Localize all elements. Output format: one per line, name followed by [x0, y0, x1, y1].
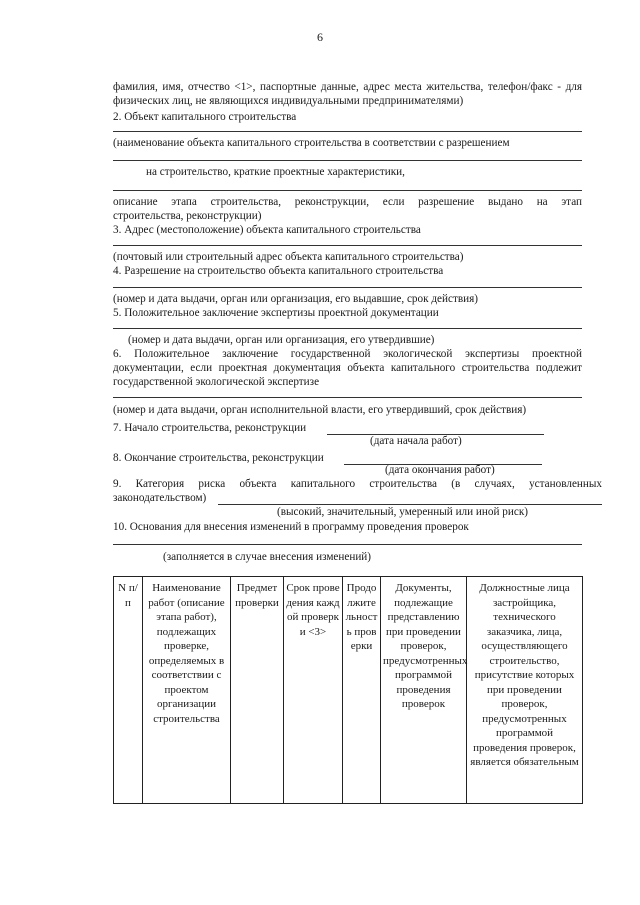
section-6-title-2: документации, если проектная документация объекта капитального строительства подлежит	[113, 362, 582, 374]
section-2-hint-4: строительства, реконструкции)	[113, 210, 262, 222]
fill-line	[113, 328, 582, 329]
section-8-title: 8. Окончание строительства, реконструкции	[113, 452, 324, 464]
table-header-cell: Наименование работ (описание этапа работ), подлежащих проверке, определяемых в соответствии с проектом организации строительства	[143, 577, 231, 804]
table-header-cell: Должностные лица застройщика, технического заказчика, лица, осуществляющего строительство, присутствие которых при проведении проверок, предусмотренных программой проведения проверок, является обязательным	[467, 577, 583, 804]
fill-line	[113, 160, 582, 161]
inspection-program-table	[113, 576, 583, 804]
section-6-title-3: государственной экологической экспертизе	[113, 376, 320, 388]
table-header-cell: N п/п	[114, 577, 143, 804]
fill-line	[113, 287, 582, 288]
table-header-row	[114, 577, 583, 804]
fill-line	[113, 245, 582, 246]
section-2-hint-3: описание этапа строительства, реконструкции, если разрешение выдано на этап	[113, 196, 582, 208]
table-header-cell: Срок проведения каждой проверки <3>	[284, 577, 343, 804]
section-10-title: 10. Основания для внесения изменений в программу проведения проверок	[113, 521, 469, 533]
section-10-hint: (заполняется в случае внесения изменений)	[163, 551, 372, 563]
section-2-hint-2: на строительство, краткие проектные характеристики,	[146, 166, 405, 178]
fill-line	[113, 397, 582, 398]
table-header-cell: Документы, подлежащие представлению при проведении проверок, предусмотренных программой проведения проверок	[381, 577, 467, 804]
section-3-title: 3. Адрес (местоположение) объекта капитального строительства	[113, 224, 421, 236]
section-2-hint-1: (наименование объекта капитального строительства в соответствии с разрешением	[113, 137, 510, 149]
section-6-title-1: 6. Положительное заключение государственной экологической экспертизы проектной	[113, 348, 582, 360]
fill-line	[113, 131, 582, 132]
section-3-hint: (почтовый или строительный адрес объекта капитального строительства)	[113, 251, 464, 263]
applicant-note-line-2: физических лиц, не являющихся индивидуальными предпринимателями)	[113, 95, 464, 107]
section-5-title: 5. Положительное заключение экспертизы проектной документации	[113, 307, 439, 319]
section-4-hint: (номер и дата выдачи, орган или организация, его выдавшие, срок действия)	[113, 293, 478, 305]
section-9-title-1: 9. Категория риска объекта капитального строительства (в случаях, установленных	[113, 478, 602, 490]
section-9-hint: (высокий, значительный, умеренный или иной риск)	[277, 506, 528, 518]
table-header-cell: Продолжительность проверки	[343, 577, 381, 804]
page-number: 6	[317, 30, 323, 44]
table-header-cell: Предмет проверки	[231, 577, 284, 804]
section-7-hint: (дата начала работ)	[370, 435, 462, 447]
fill-line	[113, 190, 582, 191]
section-5-hint: (номер и дата выдачи, орган или организация, его утвердившие)	[128, 334, 435, 346]
section-6-hint: (номер и дата выдачи, орган исполнительной власти, его утвердивший, срок действия)	[113, 404, 527, 416]
section-4-title: 4. Разрешение на строительство объекта капитального строительства	[113, 265, 444, 277]
section-9-title-2: законодательством)	[113, 492, 207, 504]
section-8-hint: (дата окончания работ)	[385, 464, 495, 476]
fill-line	[113, 544, 582, 545]
section-2-title: 2. Объект капитального строительства	[113, 111, 297, 123]
applicant-note-line-1: фамилия, имя, отчество <1>, паспортные данные, адрес места жительства, телефон/факс - для	[113, 81, 582, 93]
section-7-title: 7. Начало строительства, реконструкции	[113, 422, 307, 434]
